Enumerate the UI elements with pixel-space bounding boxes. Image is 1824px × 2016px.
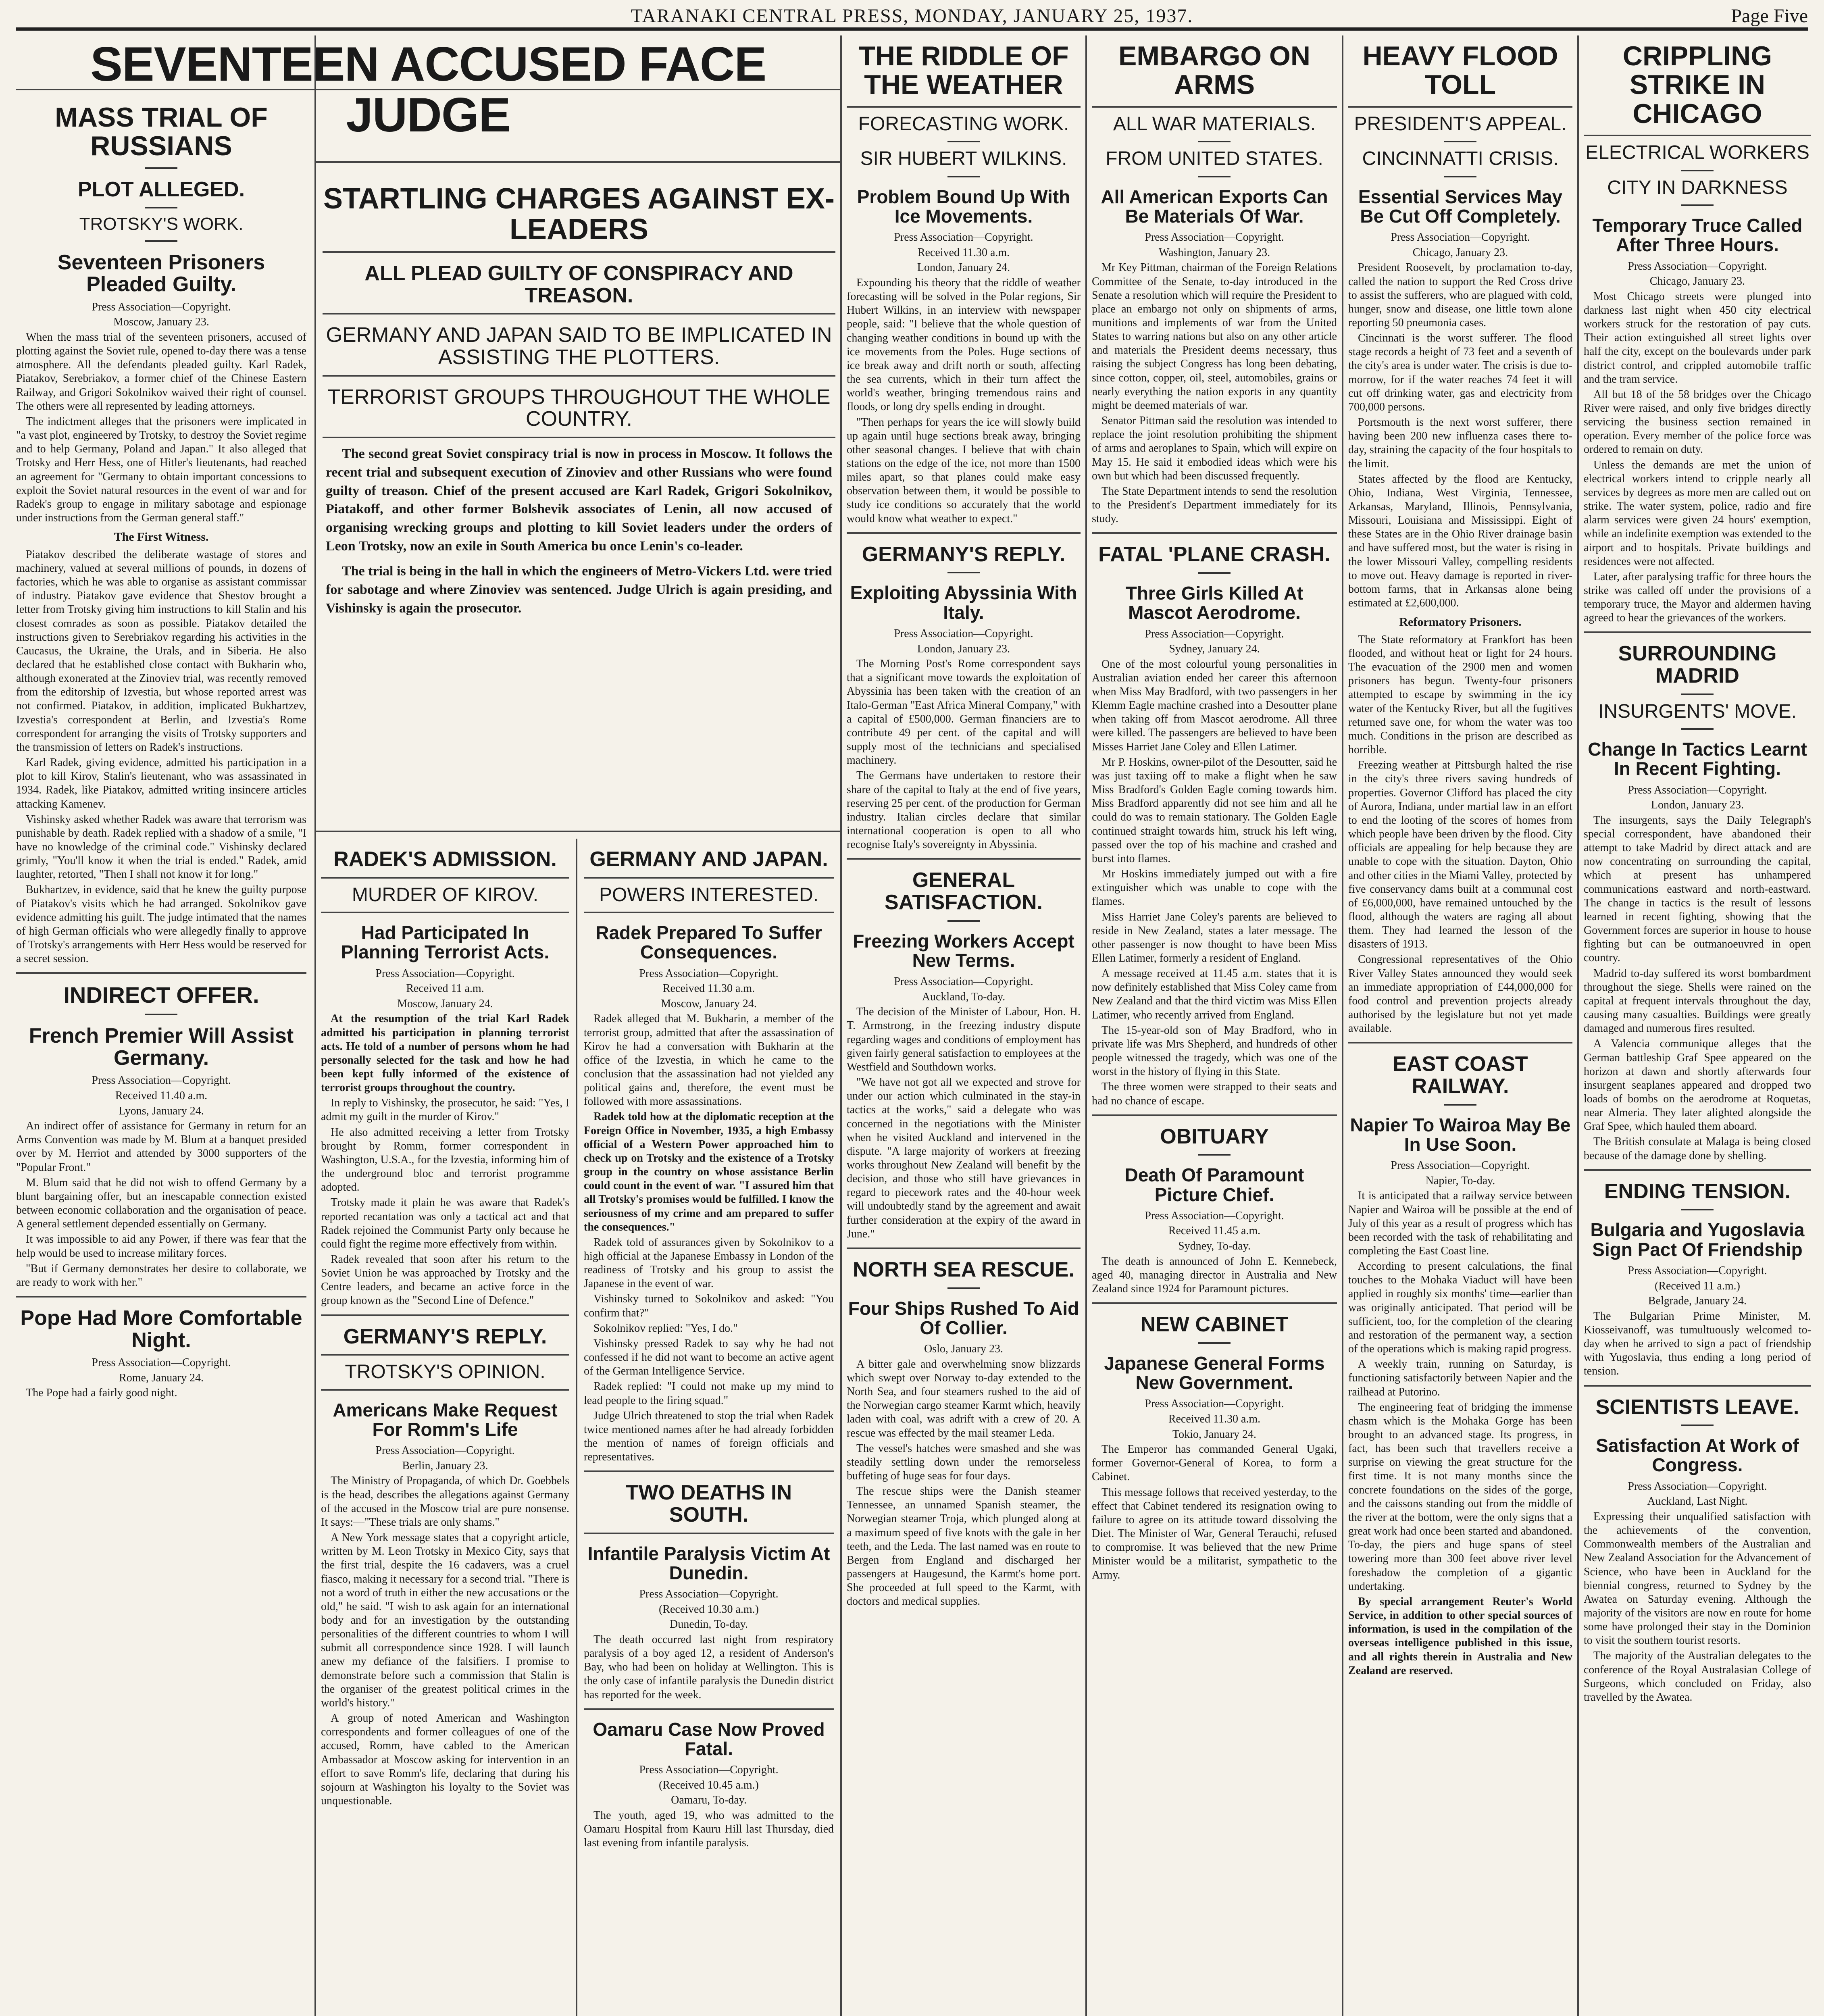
column-5: HEAVY FLOOD TOLL PRESIDENT'S APPEAL. CINCINNATTI CRISIS. Essential Services May Be Cut Off Completely. Press Association—Copyright. Chicago, January 23. President Roosevelt, by proclamation to-day, called the nation to support the Red Cross drive to assist the sufferers, who are plagued with cold, hunger, snow and disease, one little town alone reporting 50 pneumonia cases. Cincinnati is the worst sufferer. The flood stage records a height of 73 feet and a seventh of the city's area is under water. The crisis is due to-morrow, for if the water reaches 74 feet it will cut off drinking water, gas and electricity from 700,000 persons. Portsmouth is the next worst sufferer, there having been 200 new influenza cases there to-day, straining the capacity of the four hospitals to the limit. States affected by the flood are Kentucky, Ohio, Indiana, West Virginia, Tennessee, Arkansas, Maryland, Illinois, Pennsylvania, Missouri, Louisiana and Mississippi. Eight of these States are in the Ohio River drainage basin and have suffered most, but the water is rising in the lower Missouri Valley, compelling residents to move out. Heavy damage is reported in river-bottom farms, that in Arkansas alone being estimated at £2,600,000. Reformatory Prisoners. The State reformatory at Frankfort has been flooded, and without heat or light for 24 hours. The evacuation of the 2900 men and women prisoners has begun. Twenty-four prisoners attempted to escape by swimming in the icy water of the Kentucky River, but all the fugitives returned save one, for whom the water was too much. Conditions in the prison are described as horrible. Freezing weather at Pittsburgh halted the rise in the city's three rivers saving hundreds of properties. Governor Clifford has placed the city of Aurora, Indiana, under martial law in an effort to end the looting of the scores of homes from which people have been driven by the flood. City officials are appealing for help because they are unable to cope with the situation. Dayton, Ohio and other cities in the Miami Valley, protected by five conservancy dams built at a communal cost of £6,000,000, have remained untouched by the flood, although the waters are raging all about them. They had learned the lesson of the disasters of 1913. Congressional representatives of the Ohio River Valley States announced they would seek an immediate appropriation of £44,000,000 for food control and prevention projects already authorised by the legislature but not yet made available. EAST COAST RAILWAY. Napier To Wairoa May Be In Use Soon. Press Association—Copyright. Napier, To-day. It is anticipated that a railway service between Napier and Wairoa will be possible at the end of July of this year as a result of progress which has been recorded with the task of rehabilitating and completing the East Coast line. According to present calculations, the final touches to the Mohaka Viaduct will have been applied in roughly six months' time—earlier than was originally anticipated. That period will be sufficient, too, for the completion of the clearing and restoration of the permanent way, a section of the operations which is making rapid progress. A weekly train, running on Saturday, is functioning satisfactorily between Napier and the railhead at Putorino. The engineering feat of bridging the immense chasm which is the Mohaka Gorge has been brought to an advanced stage. Its progress, in fact, has been such that travellers receive a surprise on viewing the great structure for the first time. It is not many months since the concrete foundations on the sides of the gorge, and the caissons standing out from the middle of the river at the bottom, were the only signs that a great work had once been started and abandoned. To-day, the piers and huge spans of steel towering more than 300 feet above river level foreshadow the completion of a gigantic undertaking. By special arrangement Reuter's World Service, in addition to other special sources of information, is used in the compilation of the overseas intelligence published in this issue, and all rights therein in Australia and New Zealand are reserved. — [1348, 41, 1572, 1677]
subhead: French Premier Will Assist Germany. — [29, 1024, 294, 1070]
headline: THE RIDDLE OF THE WEATHER — [858, 41, 1069, 100]
column-1: MASS TRIAL OF RUSSIANS PLOT ALLEGED. TROTSKY'S WORK. Seventeen Prisoners Pleaded Guilty. Press Association—Copyright. Moscow, January 23. When the mass trial of the seventeen prisoners, accused of plotting against the Soviet rule, opened to-day there was a tense atmosphere. All the defendants pleaded guilty. Karl Radek, Piatakov, Serebriakov, a former chief of the Chinese Eastern Railway, and Grigori Sokolnikov waived their right of counsel. The others were all represented by leading attorneys. The indictment alleges that the prisoners were implicated in "a vast plot, engineered by Trotsky, to destroy the Soviet regime and to help Germany, Poland and Japan." It also alleged that Trotsky and Herr Hess, one of Hitler's lieutenants, had reached an agreement for "Germany to obtain important concessions to exploit the Soviet natural resources in the event of war and for Radek's group to engage in military sabotage and espionage under instructions from the German general staff." The First Witness. Piatakov described the deliberate wastage of stores and machinery, valued at several millions of pounds, in dozens of factories, which he was able to organise as assistant commissar of industry. Piatakov gave evidence that Shestov brought a letter from Trotsky giving him instructions to kill Stalin and his closest comrades as soon as possible. Piatakov detailed the instructions given to Serebriakov regarding his activities in the Caucasus, the Ukraine, the Urals, and in Siberia. He also declared that he established close contact with Bukharin who, although exonerated at the Zinoviev trial, was recently removed from the editorship of Izvestia, but whose reported arrest was not confirmed. Piatakov, in addition, implicated Bukhartzev, Izvestia's correspondent at Berlin, and Izvestia's Rome correspondent for arranging the visits of Trotsky supporters and the transmission of letters on Radek's instructions. Karl Radek, giving evidence, admitted his participation in a plot to kill Kirov, Stalin's lieutenant, who was assassinated in 1934. Radek, like Piatakov, admitted writing insincere articles attacking Kamenev. Vishinsky asked whether Radek was aware that terrorism was punishable by death. Radek replied with a shadow of a smile, "I have no knowledge of the criminal code." Vishinsky declared grimly, "You'll know it when the trial is ended." Radek, amid laughter, retorted, "Then I shall not know it for long." Bukhartzev, in evidence, said that he knew the guilty purpose of Piatakov's visits which he had arranged. Sokolnikov gave evidence admitting his guilt. The judge intimated that the names of high German officials who were allegedly finally to approve of Trotsky's arrangements with Herr Hess would be reserved for a secret session. INDIRECT OFFER. French Premier Will Assist Germany. Press Association—Copyright. Received 11.40 a.m. Lyons, January 24. An indirect offer of assistance for Germany in return for an Arms Convention was made by M. Blum at a banquet presided over by M. Herriot and attended by 3000 supporters of the "Popular Front." M. Blum said that he did not wish to offend Germany by a blunt bargaining offer, but an inescapable connection existed between economic collaboration and the organisation of peace. A general settlement depended essentially on Germany. It was impossible to aid any Power, if there was fear that the help would be used to increase military forces. "But if Germany demonstrates her desire to collaborate, we are ready to work with her." Pope Had More Comfortable Night. Press Association—Copyright. Rome, January 24. The Pope had a fairly good night. — [16, 102, 306, 1400]
subhead: TERRORIST GROUPS THROUGHOUT THE WHOLE COUNTRY. — [327, 385, 831, 431]
subhead: TROTSKY'S WORK. — [79, 214, 244, 234]
column-rule — [1085, 35, 1087, 2016]
headline: HEAVY FLOOD TOLL — [1362, 41, 1558, 100]
headline: CRIPPLING STRIKE IN CHICAGO — [1622, 41, 1772, 129]
headline: Pope Had More Comfortable Night. — [20, 1306, 302, 1352]
subhead: GERMANY AND JAPAN SAID TO BE IMPLICATED IN ASSISTING THE PLOTTERS. — [326, 323, 832, 369]
column-2b: GERMANY AND JAPAN. POWERS INTERESTED. Radek Prepared To Suffer Consequences. Press Association—Copyright. Received 11.30 a.m. Moscow, January 24. Radek alleged that M. Bukharin, a member of the terrorist group, admitted that after the assassination of Kirov he had a conversation with Bukharin at the office of the Izvestia, in which he came to the conclusion that the assassination had not yielded any political gains and, therefore, the event must be followed with more assassinations. Radek told how at the diplomatic reception at the Foreign Office in November, 1935, a high Embassy official of a Western Power approached him to check up on Trotsky and the existence of a Trotsky group in the country on whose assistance Berlin could count in the event of war. "I assured him that all Trotsky's promises would be fulfilled. I know the seriousness of my crime and am prepared to suffer the consequences." Radek told of assurances given by Sokolnikov to a high official at the Japanese Embassy in London of the readiness of Trotsky and his group to assist the Japanese in the event of war. Vishinsky turned to Sokolnikov and asked: "You confirm that?" Sokolnikov replied: "Yes, I do." Vishinsky pressed Radek to say why he had not confessed if he did not want to become an active agent of the German Intelligence Service. Radek replied: "I could not make up my mind to lead people to the firing squad." Judge Ulrich threatened to stop the trial when Radek twice mentioned names after he had already forbidden the mention of names of foreign officials and representatives. TWO DEATHS IN SOUTH. Infantile Paralysis Victim At Dunedin. Press Association—Copyright. (Received 10.30 a.m.) Dunedin, To-day. The death occurred last night from respiratory paralysis of a boy aged 12, a resident of Anderson's Bay, who had been on holiday at Wellington. This is the only case of infantile paralysis the Dunedin district has reported for the week. Oamaru Case Now Proved Fatal. Press Association—Copyright. (Received 10.45 a.m.) Oamaru, To-day. The youth, aged 19, who was admitted to the Oamaru Hospital from Kauru Hill last Thursday, died last evening from infantile paralysis. — [584, 848, 834, 1849]
article-body: When the mass trial of the seventeen prisoners, accused of plotting against the Soviet rule, opened to-day there was a tense atmosphere. All the defendants pleaded guilty. Karl Radek, Piatakov, Serebriakov, a former chief of the Chinese Eastern Railway, and Grigori Sokolnikov waived their right of counsel. The others were all represented by leading attorneys. The indictment alleges that the prisoners were implicated in "a vast plot, engineered by Trotsky, to destroy the Soviet regime and to help Germany, Poland and Japan." It also alleged that Trotsky and Herr Hess, one of Hitler's lieutenants, had reached an agreement for "Germany to obtain important concessions to exploit the Soviet natural resources in the event of war and for Radek's group to engage in military sabotage and espionage under instructions from the German general staff." The First Witness. Piatakov described the deliberate wastage of stores and machinery, valued at several millions of pounds, in dozens of factories, which he was able to organise as assistant commissar of industry. Piatakov gave evidence that Shestov brought a letter from Trotsky giving him instructions to kill Stalin and his closest comrades as soon as possible. Piatakov detailed the instructions given to Serebriakov regarding his activities in the Caucasus, the Ukraine, the Urals, and in Siberia. He also declared that he established close contact with Bukharin who, although exonerated at the Zinoviev trial, was recently removed from the editorship of Izvestia, but whose reported arrest was not confirmed. Piatakov, in addition, implicated Bukhartzev, Izvestia's correspondent at Berlin, and Izvestia's Rome correspondent for arranging the visits of Trotsky supporters and the transmission of letters on Radek's instructions. Karl Radek, giving evidence, admitted his participation in a plot to kill Kirov, Stalin's lieutenant, who was assassinated in 1934. Radek, like Piatakov, admitted writing insincere articles attacking Kamenev. Vishinsky asked whether Radek was aware that terrorism was punishable by death. Radek replied with a shadow of a smile, "I have no knowledge of the criminal code." Vishinsky declared grimly, "You'll know it when the trial is ended." Radek, amid laughter, retorted, "Then I shall not know it for long." Bukhartzev, in evidence, said that he knew the guilty purpose of Piatakov's visits which he had arranged. Sokolnikov gave evidence admitting his guilt. The judge intimated that the names of high German officials who were allegedly finally to approve of Trotsky's arrangements with Herr Hess would be reserved for a secret session. — [16, 331, 306, 965]
masthead-title: TARANAKI CENTRAL PRESS, MONDAY, JANUARY 25, 1937. — [631, 5, 1193, 27]
section-rule — [316, 831, 840, 832]
headline: INDIRECT OFFER. — [63, 982, 259, 1008]
page-number: Page Five — [1731, 5, 1808, 27]
masthead — [16, 5, 1808, 31]
column-rule — [1577, 35, 1579, 2016]
column-rule — [576, 839, 577, 2016]
headline: STARTLING CHARGES AGAINST EX-LEADERS — [323, 183, 835, 246]
lead-paragraph: The second great Soviet conspiracy trial is now in process in Moscow. It follows the recent trial and subsequent execution of Zinoviev and other Russians who were found guilty of treason. Chief of the present accused are Karl Radek, Grigori Sokolnikov, Piatakoff, and other former Bolshevik associates of Lenin, all now accused of organising wrecking groups and plotting to kill Soviet leaders under the orders of Leon Trotsky, now an exile in South America bu once Lenin's co-leader. The trial is being in the hall in which the engineers of Metro-Vickers Ltd. were tried for sabotage and where Zinoviev was sentenced. Judge Ulrich is again presiding, and Vishinsky is again the prosecutor. — [326, 446, 832, 616]
headline: RADEK'S ADMISSION. — [333, 848, 557, 871]
dateline: Moscow, January 23. — [113, 316, 209, 329]
main-headline: SEVENTEEN ACCUSED FACE JUDGE — [90, 37, 766, 142]
column-3: THE RIDDLE OF THE WEATHER FORECASTING WORK. SIR HUBERT WILKINS. Problem Bound Up With Ice Movements. Press Association—Copyright. Received 11.30 a.m. London, January 24. Expounding his theory that the riddle of weather forecasting will be solved in the Polar regions, Sir Hubert Wilkins, in an interview with newspaper people, said: "I believe that the whole question of changing weather conditions in bound up with the ice movements from the Poles. Huge sections of ice break away and drift north or south, affecting the sea currents, which in their turn affect the world's weather, bringing tremendous rains and floods, or long dry spells ending in drought. "Then perhaps for years the ice will slowly build up again until huge sections break away, bringing other seasonal changes. I believe that with chain stations on the edge of the ice, not more than 1500 miles apart, so that planes could make easy observation between them, it would be possible to study ice conditions so accurately that the world would know what weather to expect." GERMANY'S REPLY. Exploiting Abyssinia With Italy. Press Association—Copyright. London, January 23. The Morning Post's Rome correspondent says that a significant move towards the exploitation of Abyssinia has been taken with the creation of an Italo-German "East Africa Mineral Company," with a capital of £500,000. German financiers are to contribute 49 per cent. of the capital and will supply most of the technicians and specialised machinery. The Germans have undertaken to restore their share of the capital to Italy at the end of five years, reserving 25 per cent. of the production for German industry. Italian circles declare that similar international cooperation is open to all who recognise Italy's sovereignty in Abyssinia. GENERAL SATISFACTION. Freezing Workers Accept New Terms. Press Association—Copyright. Auckland, To-day. The decision of the Minister of Labour, Hon. H. T. Armstrong, in the freezing industry dispute regarding wages and conditions of employment has given fairly general satisfaction to employees at the Westfield and Southdown works. "We have not got all we expected and strove for under our action which culminated in the stay-in tactics at the works," said a delegate who was concerned in the negotiations with the Minister when he visited Auckland and intervened in the dispute. "A large majority of workers at freezing works throughout New Zealand will benefit by the decision, and those who still have grievances in regard to piecework rates and the 40-hour week will undoubtedly stand by the agreement and await further consideration at the expiry of the award in June." NORTH SEA RESCUE. Four Ships Rushed To Aid Of Collier. Oslo, January 23. A bitter gale and overwhelming snow blizzards which swept over Norway to-day extended to the North Sea, and four steamers rushed to the aid of the Norwegian cargo steamer Karmt which, heavily laden with coal, was adrift with a crew of 20. A rescue was effected by the mail steamer Leda. The vessel's hatches were smashed and she was steadily settling down under the remorseless buffeting of huge seas for four days. The rescue ships were the Danish steamer Tennessee, an unnamed Spanish steamer, the Norwegian steamer Troja, which plunged along at a maximum speed of five knots with the gale in her teeth, and the Leda. The last named was en route to Bergen from England and discharged her passengers at Haugesund, the Karmt's home port. She proceeded at full speed to the Karmt, with doctors and medical supplies. — [847, 41, 1081, 1608]
column-rule — [1342, 35, 1343, 2016]
column-rule — [314, 35, 316, 2016]
dateline: Press Association—Copyright. — [92, 300, 231, 313]
subhead: PLOT ALLEGED. — [77, 177, 245, 201]
column-4: EMBARGO ON ARMS ALL WAR MATERIALS. FROM UNITED STATES. All American Exports Can Be Materials Of War. Press Association—Copyright. Washington, January 23. Mr Key Pittman, chairman of the Foreign Relations Committee of the Senate, to-day introduced in the Senate a resolution which will require the President to place an embargo not only on shipments of arms, munitions and implements of war from the United States to warring nations but also on any other article and materials the President deems necessary, thus raising the subject Congress has long been debating, since cotton, copper, oil, steel, automobiles, grains or nearly everything the nation exports in any quantity might be deemed materials of war. Senator Pittman said the resolution was intended to replace the joint resolution prohibiting the shipment of arms and aeroplanes to Spain, which will expire on May 15. He said it embodied ideas which were his own but which had been discussed frequently. The State Department intends to send the resolution to the President's Department immediately for its study. FATAL 'PLANE CRASH. Three Girls Killed At Mascot Aerodrome. Press Association—Copyright. Sydney, January 24. One of the most colourful young personalities in Australian aviation ended her career this afternoon when Miss May Bradford, with two passengers in her Klemm Eagle machine crashed into a Desoutter plane when taking off from Mascot aerodrome. All three were killed. The passengers are believed to have been Misses Harriet Jane Coley and Ellen Latimer. Mr P. Hoskins, owner-pilot of the Desoutter, said he was just taxiing off to make a flight when he saw Miss Bradford's Golden Eagle coming towards him. Miss Bradford apparently did not see him and all he could do was to remain stationary. The Golden Eagle continued straight towards him, struck his left wing, passed over the top of his machine and crashed and burst into flames. Mr Hoskins immediately jumped out with a fire extinguisher which was unable to cope with the flames. Miss Harriet Jane Coley's parents are believed to reside in New Zealand, states a later message. The other passenger is now thought to have been Miss Ellen Latimer, formerly a resident of England. A message received at 11.45 a.m. states that it is now definitely established that Miss Coley came from New Zealand and that the third victim was Miss Ellen Latimer, who recently arrived from England. The 15-year-old son of May Bradford, who in private life was Mrs Shepherd, and hundreds of other people witnessed the tragedy, which was one of the worst in the history of flying in this State. The three women were strapped to their seats and had no chance of escape. OBITUARY Death Of Paramount Picture Chief. Press Association—Copyright. Received 11.45 a.m. Sydney, To-day. The death is announced of John E. Kennebeck, aged 40, managing director in Australia and New Zealand since 1924 for Paramount pictures. NEW CABINET Japanese General Forms New Government. Press Association—Copyright. Received 11.30 a.m. Tokio, January 24. The Emperor has commanded General Ugaki, former Governor-General of Korea, to form a Cabinet. This message follows that received yesterday, to the effect that Cabinet tendered its resignation owing to failure to agree on its attitude toward dissolving the Diet. The Minister of War, General Terauchi, refused to compromise. It was believed that the new Prime Minister would be a militarist, sympathetic to the Army. — [1092, 41, 1337, 1581]
subhead: Seventeen Prisoners Pleaded Guilty. — [57, 250, 265, 296]
column-2-top — [323, 100, 835, 829]
headline: MASS TRIAL OF RUSSIANS — [55, 102, 268, 162]
subhead: ALL PLEAD GUILTY OF CONSPIRACY AND TREASON. — [364, 262, 793, 307]
headline: EMBARGO ON ARMS — [1118, 41, 1310, 100]
headline: GERMANY AND JAPAN. — [589, 848, 828, 871]
column-rule — [840, 35, 842, 2016]
column-2a: RADEK'S ADMISSION. MURDER OF KIROV. Had Participated In Planning Terrorist Acts. Press Association—Copyright. Received 11 a.m. Moscow, January 24. At the resumption of the trial Karl Radek admitted his participation in planning terrorist acts. He told of a number of persons whom he had personally selected for the task and how he had been kept fully informed of the existence of terrorist groups throughout the country. In reply to Vishinsky, the prosecutor, he said: "Yes, I admit my guilt in the murder of Kirov." He also admitted receiving a letter from Trotsky brought by Romm, former correspondent in Washington, U.S.A., for the Izvestia, informing him of the underground bloc and terrorist programme adopted. Trotsky made it plain he was aware that Radek's reported recantation was only a tactical act and that Radek rejoined the Communist Party only because he could fight the regime more effectively from within. Radek revealed that soon after his return to the Soviet Union he was approached by Trotsky and the Centre leaders, and became an active force in the group known as the "Second Line of Defence." GERMANY'S REPLY. TROTSKY'S OPINION. Americans Make Request For Romm's Life Press Association—Copyright. Berlin, January 23. The Ministry of Propaganda, of which Dr. Goebbels is the head, describes the allegations against Germany of the accused in the Moscow trial are pure nonsense. It says:—"These trials are only shams." A New York message states that a copyright article, written by M. Leon Trotsky in Mexico City, says that the first trial, despite the 16 cadavers, was a cruel fiasco, making it necessary for a second trial. "There is not a word of truth in either the new accusations or the old," he said. "I wish to ask again for an international body and for an investigation by the outstanding personalities of the different countries to whom I will submit all correspondence since 1928. I will launch anew my defiance of the falsifiers. I promise to demonstrate before such a commission that Stalin is the organiser of the greatest political crimes in the world's history." A group of noted American and Washington correspondents and former colleagues of one of the accused, Romm, have cabled to the American Ambassador at Moscow asking for intervention in an effort to save Romm's life, declaring that during his sojourn at Washington his loyalty to the Soviet was unquestionable. — [321, 848, 569, 1807]
column-6: CRIPPLING STRIKE IN CHICAGO ELECTRICAL WORKERS CITY IN DARKNESS Temporary Truce Called After Three Hours. Press Association—Copyright. Chicago, January 23. Most Chicago streets were plunged into darkness last night when 450 city electrical workers struck for the restoration of pay cuts. Their action extinguished all street lights over half the city, except on the boulevards under park district control, and crippled automobile traffic and the tram service. All but 18 of the 58 bridges over the Chicago River were raised, and only five bridges directly servicing the business section remained in operation. Every member of the police force was ordered to remain on duty. Unless the demands are met the union of electrical workers intend to cripple nearly all services by degrees as more men are called out on strike. The water system, police, radio and fire alarm services were given 24 hours' exemption, while an indefinite exemption was extended to the airport and to hospitals. Private buildings and residences were not affected. Later, after paralysing traffic for three hours the strike was called off under the provisions of a temporary truce, the Mayor and aldermen having agreed to hear the grievances of the workers. SURROUNDING MADRID INSURGENTS' MOVE. Change In Tactics Learnt In Recent Fighting. Press Association—Copyright. London, January 23. The insurgents, says the Daily Telegraph's special correspondent, have abandoned their attempt to take Madrid by direct attack and are now concentrating on surrounding the capital, which at present has unhampered communications eastward and north-eastward. The change in tactics is the result of lessons learned in recent fighting, showing that the Government forces are superior in house to house fighting but can be outmanoeuvred in open country. Madrid to-day suffered its worst bombardment throughout the siege. Shells were rained on the capital at frequent intervals throughout the day, causing many casualties. Buildings were greatly damaged and numerous fires resulted. A Valencia communique alleges that the German battleship Graf Spee appeared on the horizon at dawn and shortly afterwards four insurgent seaplanes appeared and dropped two loads of bombs on the aerodrome at Roquetas, near Almeria. They later alighted alongside the Graf Spee, which hauled them aboard. The British consulate at Malaga is being closed because of the damage done by shelling. ENDING TENSION. Bulgaria and Yugoslavia Sign Pact Of Friendship Press Association—Copyright. (Received 11 a.m.) Belgrade, January 24. The Bulgarian Prime Minister, M. Kiosseivanoff, was tumultuously welcomed to-day when he arrived to sign a pact of friendship with Yugoslavia, thus ending a long period of tension. SCIENTISTS LEAVE. Satisfaction At Work of Congress. Press Association—Copyright. Auckland, Last Night. Expressing their unqualified satisfaction with the achievements of the convention, Commonwealth members of the Australian and New Zealand Association for the Advancement of Science, who have been in Auckland for the biennial congress, returned to Sydney by the Awatea on Saturday evening. Although the majority of the visitors are now en route for home some have prolonged their stay in the Dominion to visit the southern tourist resorts. The majority of the Australian delegates to the conference of the Royal Australasian College of Surgeons, which concluded on Friday, also travelled by the Awatea. — [1584, 41, 1811, 1704]
